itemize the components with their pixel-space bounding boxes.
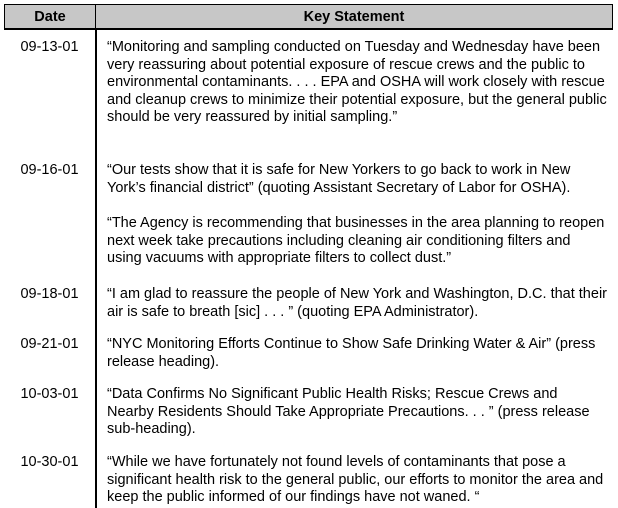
key-statement-column-header: Key Statement xyxy=(303,8,405,25)
key-statements-table xyxy=(4,4,613,508)
row-date: 09-18-01 xyxy=(20,286,79,302)
table-body xyxy=(4,30,613,508)
row-date: 10-30-01 xyxy=(20,454,79,470)
date-column-header: Date xyxy=(5,5,96,28)
table-header xyxy=(4,4,613,30)
row-statement: “Our tests show that it is safe for New Yorkers to go back to work in New York’s financial district” (quoting Assistant Secretary of Labor for OSHA). xyxy=(107,162,571,196)
row-date: 09-13-01 xyxy=(20,39,79,55)
row-statement: “Data Confirms No Significant Public Health Risks; Rescue Crews and Nearby Residents Should Take Appropriate Precautions. . . ” (press release sub-heading). xyxy=(107,386,590,437)
row-date: 09-16-01 xyxy=(20,162,79,178)
row-date: 09-21-01 xyxy=(20,336,79,352)
row-statement: “The Agency is recommending that businesses in the area planning to reopen next week take precautions including cleaning air conditioning filters and using vacuums with appropriate filters to collect dust.” xyxy=(107,215,605,266)
row-statement: “While we have fortunately not found levels of contaminants that pose a significant health risk to the general public, our efforts to monitor the area and keep the public informed of our findings have not waned. “ xyxy=(107,454,604,505)
row-date: 10-03-01 xyxy=(20,386,79,402)
column-divider xyxy=(95,30,97,508)
row-statement: “NYC Monitoring Efforts Continue to Show Safe Drinking Water & Air” (press release heading). xyxy=(107,336,596,370)
row-statement: “I am glad to reassure the people of New York and Washington, D.C. that their air is safe to breath [sic] . . . ” (quoting EPA Administrator). xyxy=(107,286,607,320)
row-statement: “Monitoring and sampling conducted on Tuesday and Wednesday have been very reassuring about potential exposure of rescue crews and the public to environmental contaminants. . . . EPA and OSHA will work closely with rescue and cleanup crews to minimize their potential exposure, but the general public should be very reassured by initial sampling.” xyxy=(107,39,607,125)
